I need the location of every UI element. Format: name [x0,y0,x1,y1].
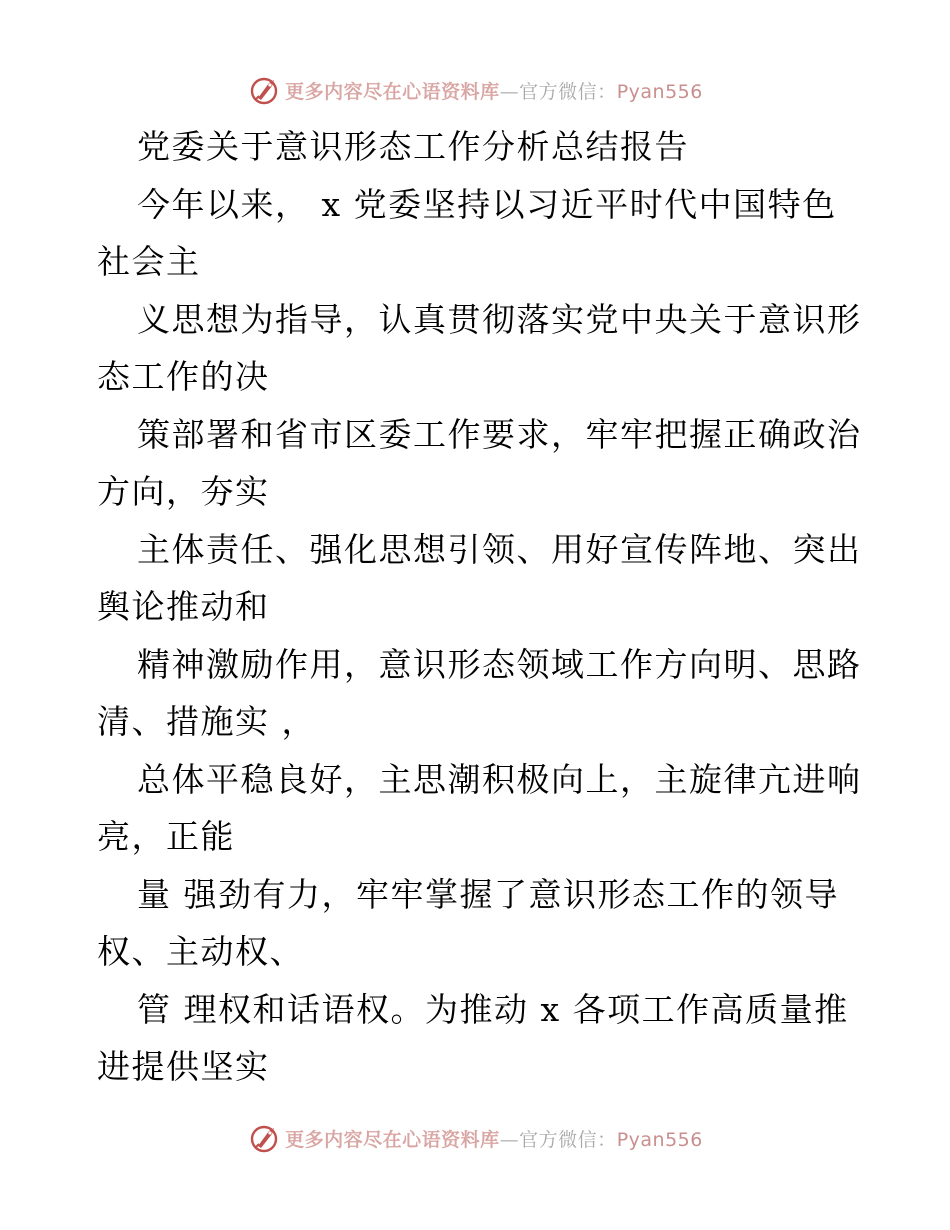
paragraph-line: 今年以来， x 党委坚持以习近平时代中国特色 [137,184,837,224]
banner-dash: — [499,1128,520,1151]
paragraph-line: 进提供坚实 [97,1047,270,1086]
footer-banner-content [249,1122,703,1154]
paragraph-line: 量 强劲有力，牢牢掌握了意识形态工作的领导 [137,874,839,914]
banner-wechat-label: 官方微信： [519,80,617,103]
document-body [97,118,862,1096]
paragraph-line: 舆论推动和 [97,587,270,626]
paragraph-line: 义思想为指导，认真贯彻落实党中央关于意识形 [137,299,862,339]
document-title: 党委关于意识形态工作分析总结报告 [137,127,689,166]
paragraph-line: 亮，正能 [97,817,235,856]
header-banner [0,70,950,110]
banner-wechat-id: Pyan556 [616,80,703,103]
banner-wechat-id: Pyan556 [616,1128,703,1151]
banner-wechat-label: 官方微信： [519,1128,617,1151]
paragraph-line: 态工作的决 [97,357,270,396]
header-banner-content [249,74,703,106]
paragraph-line: 主体责任、强化思想引领、用好宣传阵地、突出 [137,529,862,569]
paragraph-line: 策部署和省市区委工作要求，牢牢把握正确政治 [137,414,862,454]
paragraph-line: 管 理权和话语权。为推动 x 各项工作高质量推 [137,989,849,1029]
pen-nib-logo-icon [249,1122,281,1154]
paragraph-line: 精神激励作用，意识形态领域工作方向明、思路 [137,644,862,684]
paragraph-line: 总体平稳良好，主思潮积极向上，主旋律亢进响 [137,759,862,799]
paragraph-line: 权、主动权、 [97,932,304,971]
banner-dash: — [499,80,520,103]
footer-banner [0,1118,950,1158]
pen-nib-logo-icon [249,74,281,106]
paragraph-line: 社会主 [97,242,201,281]
paragraph-line: 方向，夯实 [97,472,270,511]
paragraph-line: 清、措施实 ， [97,702,316,741]
banner-brand-text: 更多内容尽在心语资料库 [285,1128,500,1151]
banner-brand-text: 更多内容尽在心语资料库 [285,80,500,103]
